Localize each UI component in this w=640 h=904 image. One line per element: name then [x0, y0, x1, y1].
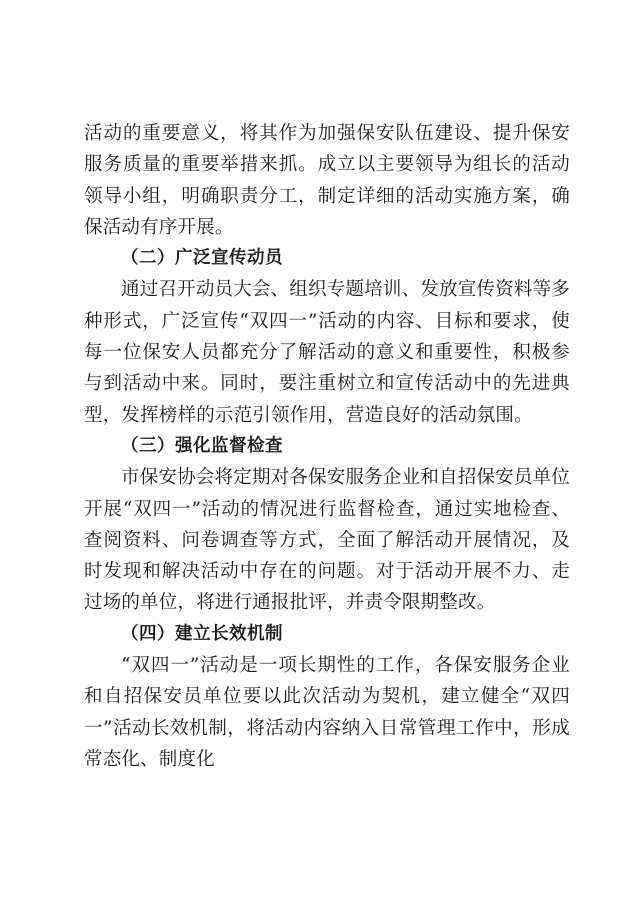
paragraph-leadership-continued: 活动的重要意义，将其作为加强保安队伍建设、提升保安服务质量的重要举措来抓。成立以主要领导为组长的活动领导小组，明确职责分工，制定详细的活动实施方案，确保活动有序开展。: [84, 123, 570, 238]
document-body: [84, 118, 570, 775]
section-heading-publicity: （二）广泛宣传动员: [121, 248, 283, 269]
section-heading-long-term-mechanism: （四）建立长效机制: [121, 623, 283, 644]
section-heading-supervision: （三）强化监督检查: [121, 435, 283, 456]
paragraph-supervision: 市保安协会将定期对各保安服务企业和自招保安员单位开展“双四一”活动的情况进行监督检查，通过实地检查、查阅资料、问卷调查等方式，全面了解活动开展情况，及时发现和解决活动中存在的问题。对于活动开展不力、走过场的单位，将进行通报批评，并责令限期整改。: [84, 467, 570, 614]
paragraph-long-term-mechanism: “双四一”活动是一项长期性的工作，各保安服务企业和自招保安员单位要以此次活动为契机，建立健全“双四一”活动长效机制，将活动内容纳入日常管理工作中，形成常态化、制度化: [84, 655, 570, 770]
paragraph-publicity: 通过召开动员大会、组织专题培训、发放宣传资料等多种形式，广泛宣传“双四一”活动的内容、目标和要求，使每一位保安人员都充分了解活动的意义和重要性，积极参与到活动中来。同时，要注重树立和宣传活动中的先进典型，发挥榜样的示范引领作用，营造良好的活动氛围。: [84, 279, 570, 426]
